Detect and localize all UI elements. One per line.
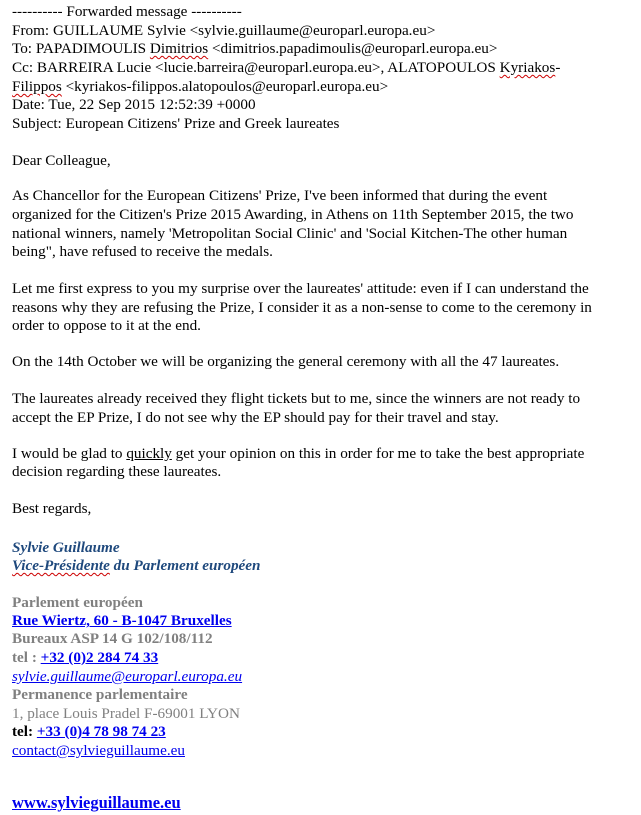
underlined-word: quickly [126,445,172,462]
paragraph-line: I would be glad to quickly get your opinion on this in order for me to take the best appropriate [12,445,585,462]
address-link[interactable]: Rue Wiertz, 60 - B-1047 Bruxelles [12,612,232,629]
subject-line: Subject: European Citizens' Prize and Greek laureates [12,115,340,132]
paragraph-line: accept the EP Prize, I do not see why the EP should pay for their travel and stay. [12,409,499,426]
paragraph-line: decision regarding these laureates. [12,463,222,480]
phone-line-2: tel: +33 (0)4 78 98 74 23 [12,723,166,740]
date-line: Date: Tue, 22 Sep 2015 12:52:39 +0000 [12,96,256,113]
closing: Best regards, [12,500,92,517]
email-link-1[interactable]: sylvie.guillaume@europarl.europa.eu [12,668,243,685]
org-name: Parlement européen [12,594,143,611]
paragraph-line: As Chancellor for the European Citizens' Prize, I've been informed that during the event [12,187,548,204]
spellcheck-word: Filippos [12,78,62,95]
email-link-2[interactable]: contact@sylvieguillaume.eu [12,742,185,759]
paragraph-line: Let me first express to you my surprise over the laureates' attitude: even if I can understand the [12,280,589,297]
paragraph-line: reasons why they are refusing the Prize, I consider it as a non-sense to come to the ceremony in [12,299,592,316]
phone-line-1: tel : +32 (0)2 284 74 33 [12,649,159,666]
spellcheck-word: Dimitrios [149,40,209,57]
from-sender: GUILLAUME Sylvie <sylvie.guillaume@europarl.europa.eu> [52,22,436,39]
from-line: From: GUILLAUME Sylvie <sylvie.guillaume@europarl.europa.eu> [12,22,436,39]
spellcheck-word: Kyriakos [499,59,556,76]
paragraph-line: being", have refused to receive the medals. [12,243,273,260]
address-lyon: 1, place Louis Pradel F-69001 LYON [12,705,240,722]
website-link[interactable]: www.sylvieguillaume.eu [12,793,181,812]
signature-name: Sylvie Guillaume [12,539,120,556]
phone-link-1[interactable]: +32 (0)2 284 74 33 [40,649,159,666]
office-info: Bureaux ASP 14 G 102/108/112 [12,630,213,647]
spellcheck-word: Vice-Présidente [12,557,110,574]
paragraph-line: On the 14th October we will be organizing the general ceremony with all the 47 laureates. [12,353,560,370]
signature-title: Vice-Présidente du Parlement européen [12,557,261,574]
paragraph-line: national winners, namely 'Metropolitan Social Clinic' and 'Social Kitchen-The other human [12,225,568,242]
paragraph-line: The laureates already received they flight tickets but to me, since the winners are not ready to [12,390,581,407]
greeting: Dear Colleague, [12,152,111,169]
to-line: To: PAPADIMOULIS Dimitrios <dimitrios.papadimoulis@europarl.europa.eu> [12,40,498,57]
cc-line-cont: Filippos <kyriakos-filippos.alatopoulos@europarl.europa.eu> [12,78,389,95]
forwarded-separator: ---------- Forwarded message ---------- [12,3,242,20]
cc-line: Cc: BARREIRA Lucie <lucie.barreira@europarl.europa.eu>, ALATOPOULOS Kyriakos- [12,59,561,76]
permanence-label: Permanence parlementaire [12,686,188,703]
paragraph-line: order to oppose to it at the end. [12,317,201,334]
paragraph-line: organized for the Citizen's Prize 2015 Awarding, in Athens on 11th September 2015, the two [12,206,574,223]
phone-link-2[interactable]: +33 (0)4 78 98 74 23 [36,723,166,740]
